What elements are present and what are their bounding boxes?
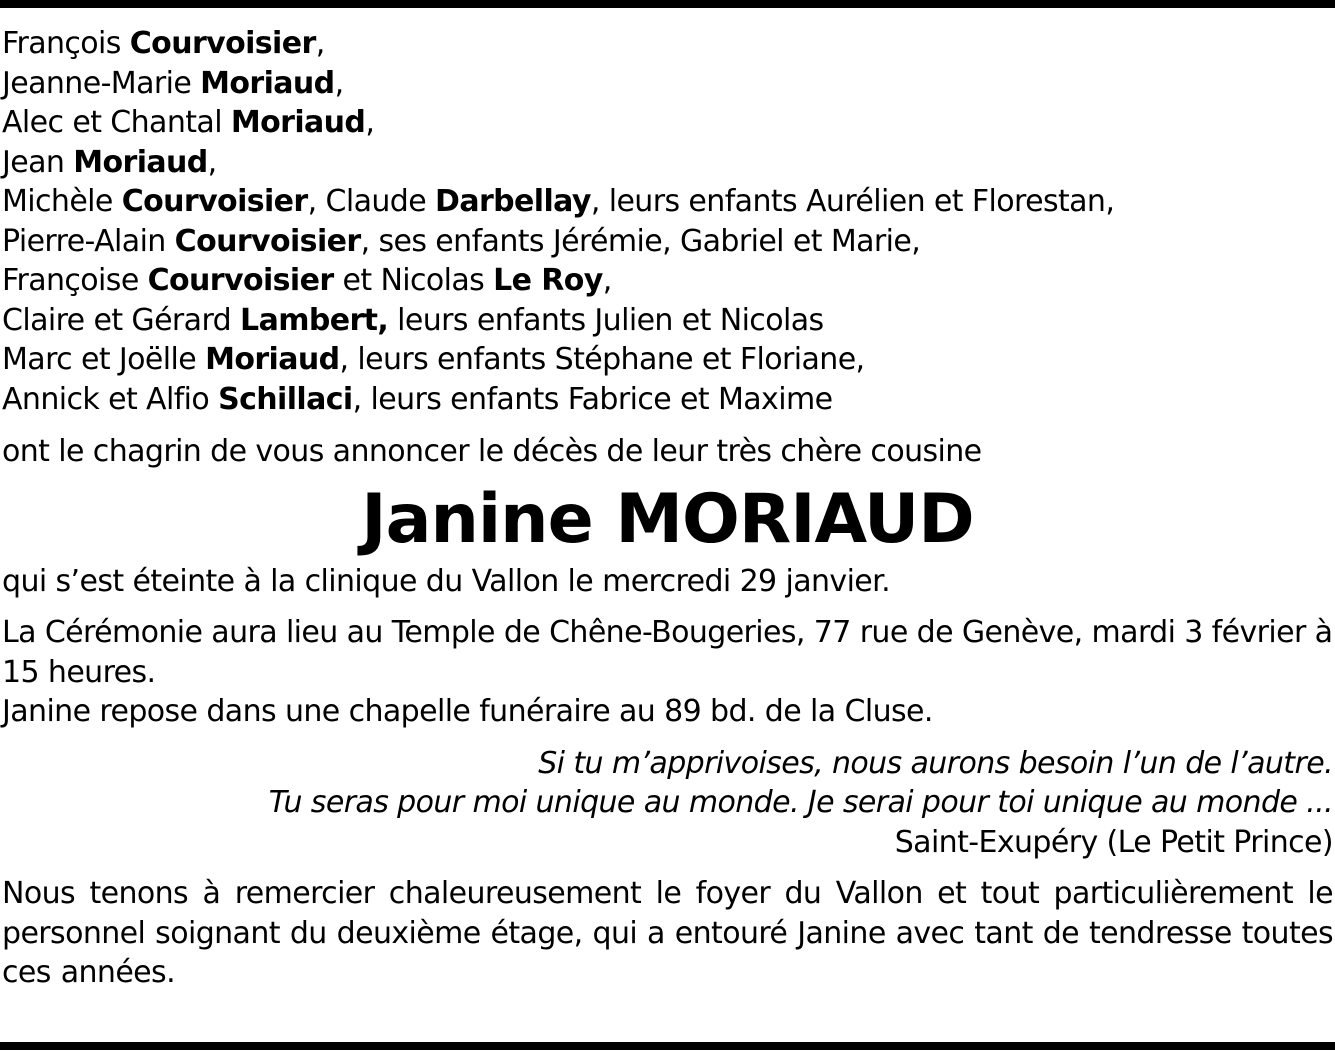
chapel-text: Janine repose dans une chapelle funéraire au 89 bd. de la Cluse. [2,694,933,729]
family-line: Jean Moriaud, [2,144,217,180]
quote-line: Tu seras pour moi unique au monde. Je serai pour toi unique au monde ... [268,785,1333,820]
quote-line: Si tu m’apprivoises, nous aurons besoin l’un de l’autre. [538,745,1333,781]
family-line: Alec et Chantal Moriaud, [2,105,375,140]
deceased-name: Janine MORIAUD [361,479,974,559]
passing-text: qui s’est éteinte à la clinique du Vallon le mercredi 29 janvier. [2,563,891,599]
thanks-text: Nous tenons à remercier chaleureusement le foyer du Vallon et tout particulièrement le personnel soignant du deuxième étage, qui a entouré Janine avec tant de tendresse toutes ces années. [2,876,1333,990]
family-list [2,24,1333,419]
quote-block [2,744,1333,863]
family-line: Marc et Joëlle Moriaud, leurs enfants Stéphane et Floriane, [2,342,865,377]
announcement-text: ont le chagrin de vous annoncer le décès de leur très chère cousine [2,434,982,469]
family-line: Michèle Courvoisier, Claude Darbellay, leurs enfants Aurélien et Florestan, [2,184,1115,219]
top-rule [0,0,1335,8]
bottom-rule [0,1042,1335,1050]
family-line: Claire et Gérard Lambert, leurs enfants Julien et Nicolas [2,302,824,338]
family-line: Annick et Alfio Schillaci, leurs enfants Fabrice et Maxime [2,381,833,417]
family-line: François Courvoisier, [2,26,325,61]
quote-author: Saint-Exupéry (Le Petit Prince) [894,824,1333,860]
family-line: Jeanne-Marie Moriaud, [2,65,344,101]
ceremony-text: La Cérémonie aura lieu au Temple de Chêne-Bougeries, 77 rue de Genève, mardi 3 février à 15 heures. [2,615,1333,690]
family-line: Pierre-Alain Courvoisier, ses enfants Jérémie, Gabriel et Marie, [2,223,921,259]
family-line: Françoise Courvoisier et Nicolas Le Roy, [2,263,612,298]
obituary-notice [2,24,1333,993]
